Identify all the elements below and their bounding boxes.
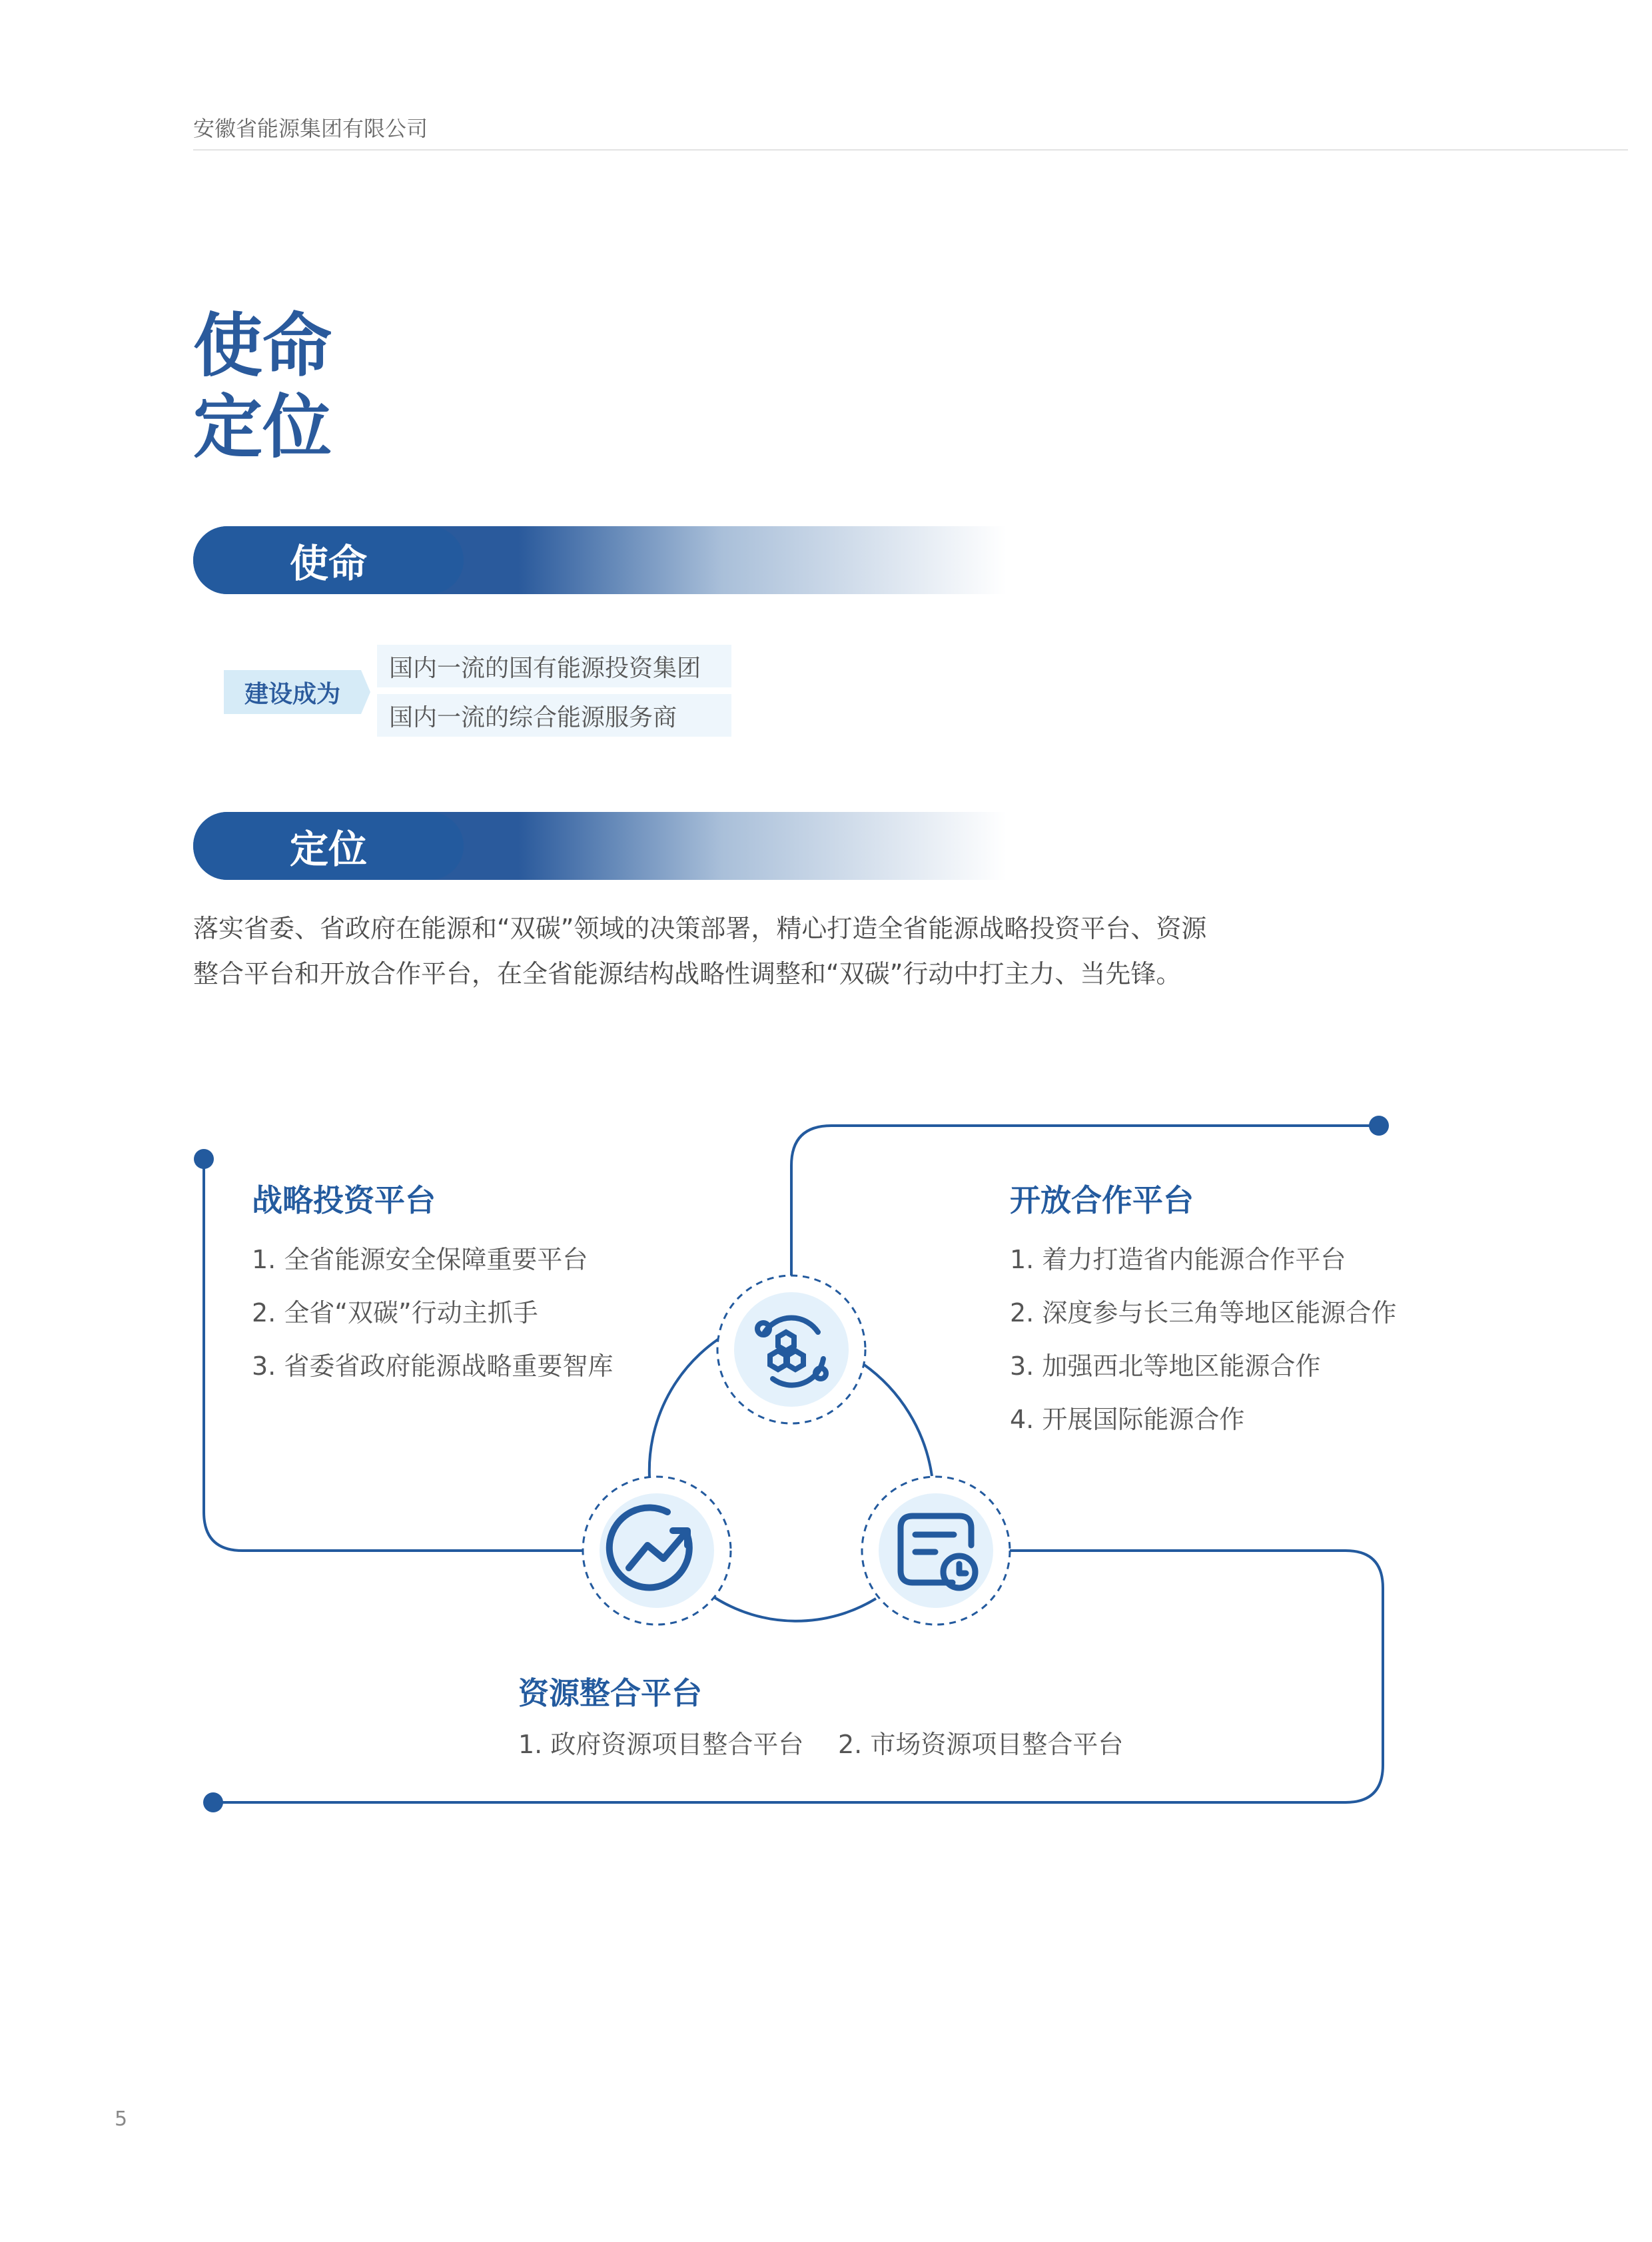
build-label: 建设成为 (224, 670, 361, 714)
strategic-platform-item: 3. 省委省政府能源战略重要智库 (252, 1351, 614, 1381)
page-title-line-2: 定位 (193, 386, 332, 468)
resource-platform-item: 1. 政府资源项目整合平台 (518, 1730, 804, 1759)
open-platform-item: 1. 着力打造省内能源合作平台 (1010, 1245, 1346, 1274)
open-platform-title: 开放合作平台 (1010, 1182, 1194, 1218)
mission-goal: 国内一流的国有能源投资集团 (377, 645, 731, 687)
open-platform-item: 3. 加强西北等地区能源合作 (1010, 1351, 1321, 1381)
positioning-description-line: 落实省委、省政府在能源和“双碳”领域的决策部署，精心打造全省能源战略投资平台、资源 (193, 914, 1207, 943)
company-name: 安徽省能源集团有限公司 (193, 116, 428, 141)
endpoint-dot (194, 1149, 214, 1169)
open-platform-item: 2. 深度参与长三角等地区能源合作 (1010, 1298, 1397, 1327)
positioning-heading: 定位 (193, 812, 464, 880)
endpoint-dot (203, 1792, 223, 1812)
triangle-arc-bottom (714, 1597, 876, 1621)
strategic-platform-item: 2. 全省“双碳”行动主抓手 (252, 1298, 538, 1327)
open-platform-item: 4. 开展国际能源合作 (1010, 1405, 1245, 1434)
mission-heading: 使命 (193, 526, 464, 594)
strategic-platform-title: 战略投资平台 (252, 1182, 436, 1218)
mission-goal: 国内一流的综合能源服务商 (377, 694, 731, 737)
page-number: 5 (115, 2107, 128, 2131)
connector-right (213, 1551, 1383, 1802)
resource-platform-item: 2. 市场资源项目整合平台 (838, 1730, 1124, 1759)
triangle-arc-right (863, 1364, 932, 1476)
strategic-platform-item: 1. 全省能源安全保障重要平台 (252, 1245, 588, 1274)
endpoint-dot (1369, 1116, 1389, 1136)
resource-platform-title: 资源整合平台 (518, 1675, 702, 1711)
positioning-description-line: 整合平台和开放合作平台，在全省能源结构战略性调整和“双碳”行动中打主力、当先锋。 (193, 959, 1182, 988)
page-title-line-1: 使命 (193, 305, 332, 386)
